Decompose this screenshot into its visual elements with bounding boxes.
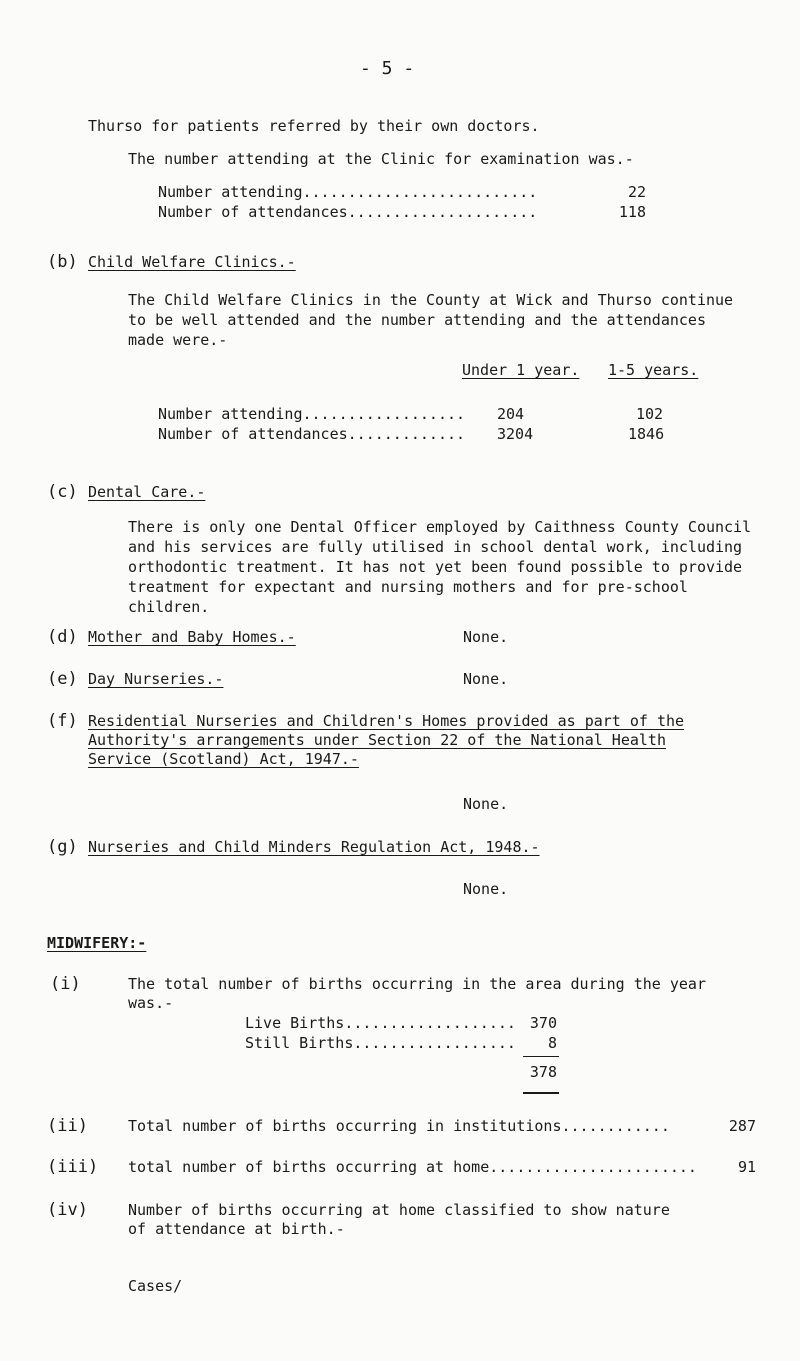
section-d-marker: (d): [47, 627, 78, 647]
cw-1to5-value: 1846: [628, 425, 665, 443]
section-e-heading: Day Nurseries.-: [88, 670, 224, 688]
section-c-heading: Dental Care.-: [88, 483, 206, 501]
midwifery-iv-line-1: Number of births occurring at home classified to show nature: [128, 1201, 670, 1219]
col-header-1-5: 1-5 years.: [608, 361, 699, 379]
cw-row-label: Number of attendances.............: [158, 425, 466, 443]
section-f-value: None.: [463, 795, 509, 813]
midwifery-heading: MIDWIFERY:-: [47, 934, 147, 952]
cw-row-label: Number attending..................: [158, 405, 466, 423]
births-total: 378: [529, 1063, 557, 1081]
cw-under1-value: 204: [497, 405, 525, 423]
intro-row-label: Number attending..........................: [158, 183, 538, 201]
catchword: Cases/: [128, 1277, 183, 1295]
intro-line-2: The number attending at the Clinic for examination was.-: [128, 150, 634, 168]
section-f-marker: (f): [47, 711, 78, 731]
page-number: - 5 -: [360, 58, 415, 79]
midwifery-i-line-2: was.-: [128, 994, 174, 1012]
midwifery-ii-value: 287: [728, 1117, 756, 1135]
sum-rule-top: [523, 1056, 559, 1057]
intro-row-label: Number of attendances.....................: [158, 203, 538, 221]
midwifery-ii-marker: (ii): [47, 1116, 88, 1136]
cw-under1-value: 3204: [497, 425, 534, 443]
midwifery-iii-text: total number of births occurring at home.......................: [128, 1158, 697, 1176]
births-row-value: 8: [547, 1034, 557, 1052]
section-g-heading: Nurseries and Child Minders Regulation Act, 1948.-: [88, 838, 540, 856]
midwifery-iii-marker: (iii): [47, 1157, 99, 1177]
midwifery-i-marker: (i): [50, 974, 81, 994]
section-g-value: None.: [463, 880, 509, 898]
midwifery-iv-line-2: of attendance at birth.-: [128, 1220, 345, 1238]
section-b-text: The Child Welfare Clinics in the County at Wick and Thurso continue to be well attended and the number attending and the attendances made were.-: [128, 291, 734, 349]
section-d-heading: Mother and Baby Homes.-: [88, 628, 296, 646]
midwifery-ii-text: Total number of births occurring in institutions............: [128, 1117, 670, 1135]
section-f-heading-line-1: Residential Nurseries and Children's Homes provided as part of the: [88, 712, 685, 730]
midwifery-i-line-1: The total number of births occurring in the area during the year: [128, 975, 706, 993]
section-g-marker: (g): [47, 837, 78, 857]
sum-rule-bottom: [523, 1092, 559, 1094]
midwifery-iv-marker: (iv): [47, 1200, 88, 1220]
births-row-label: Live Births...................: [245, 1014, 516, 1032]
section-e-marker: (e): [47, 669, 78, 689]
section-f-heading-line-3: Service (Scotland) Act, 1947.-: [88, 750, 359, 768]
section-e-value: None.: [463, 670, 509, 688]
intro-row-value: 22: [627, 183, 646, 201]
section-c-marker: (c): [47, 482, 78, 502]
midwifery-iii-value: 91: [737, 1158, 756, 1176]
section-d-value: None.: [463, 628, 509, 646]
births-row-label: Still Births..................: [245, 1034, 516, 1052]
col-header-under-1: Under 1 year.: [462, 361, 580, 379]
intro-row-value: 118: [618, 203, 646, 221]
cw-1to5-value: 102: [636, 405, 664, 423]
intro-line-1: Thurso for patients referred by their own doctors.: [88, 117, 540, 135]
births-row-value: 370: [529, 1014, 557, 1032]
section-b-marker: (b): [47, 252, 78, 272]
section-f-heading-line-2: Authority's arrangements under Section 22 of the National Health: [88, 731, 666, 749]
section-c-text: There is only one Dental Officer employed by Caithness County Council and his services are fully utilised in school dental work, including orthodontic treatment. It has not yet been found possible to provide treatment for expectant and nursing mothers and for pre-school children.: [128, 518, 752, 616]
section-b-heading: Child Welfare Clinics.-: [88, 253, 296, 271]
